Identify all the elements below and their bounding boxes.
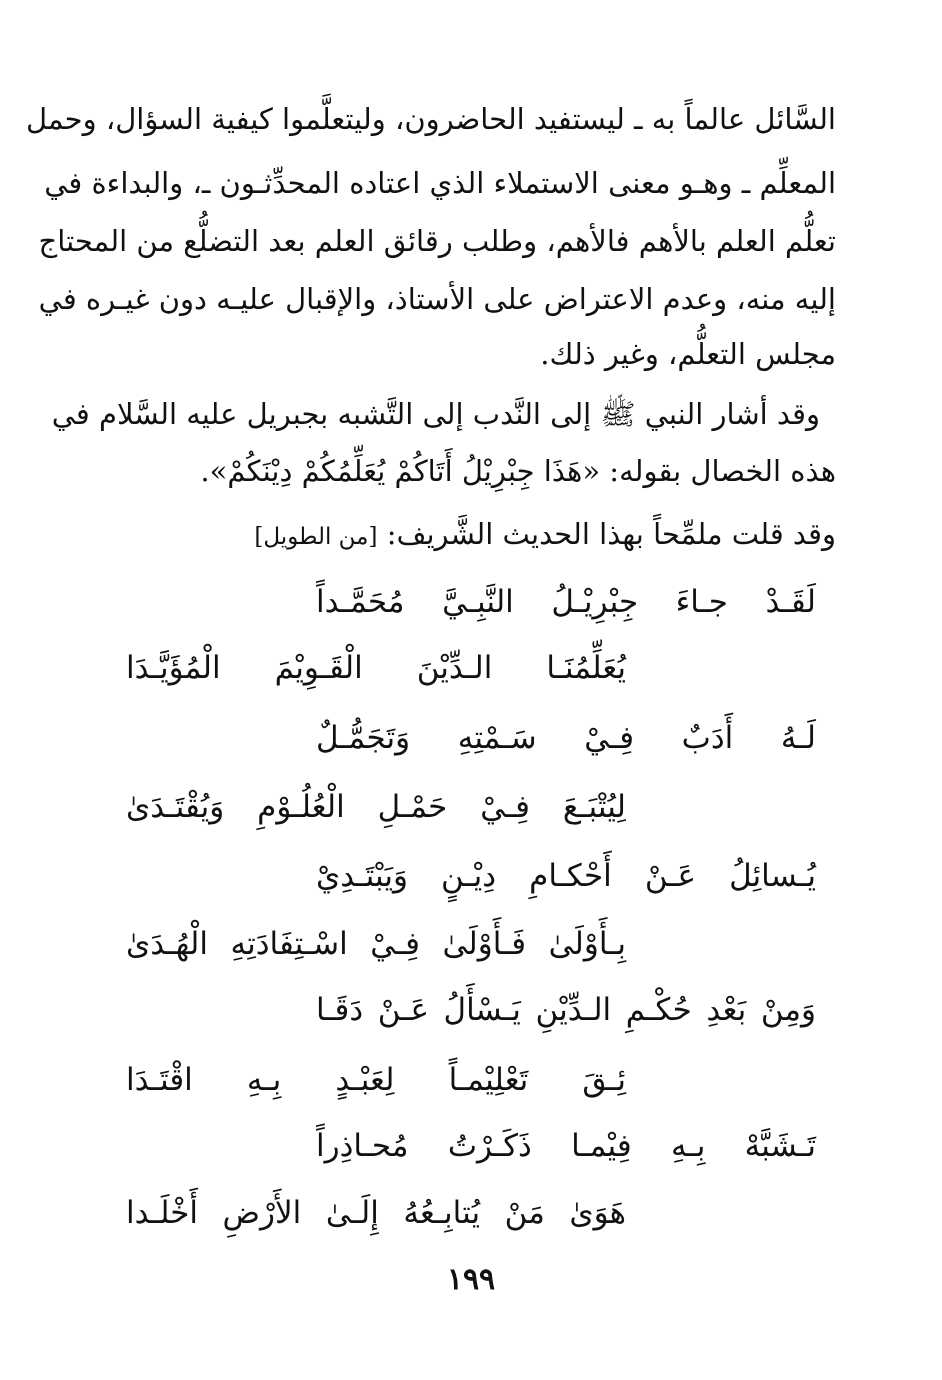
verse-hemistich: يُـسائِلُ عَـنْ أَحْكـامِ دِيْـنٍ وَيَبْتَـدِيْ (316, 858, 816, 894)
verse-hemistich: لَـهُ أَدَبٌ فِـيْ سَـمْتِهِ وَتَجَمُّـلٌ (316, 720, 816, 756)
verse-hemistich: تَـشَبَّهْ بِـهِ فِيْمـا ذَكَـرْتُ مُحـاذِراً (316, 1128, 816, 1164)
paragraph-line: إليه منه، وعدم الاعتراض على الأستاذ، والإقبال عليـه دون غيـره في (38, 282, 836, 316)
verse-hemistich: لَقَـدْ جـاءَ جِبْرِيْـلُ النَّبِـيَّ مُحَمَّـداً (316, 584, 816, 620)
meter-label: [من الطويل] (254, 524, 378, 550)
verse-hemistich: وَمِنْ بَعْدِ حُكْـمِ الـدِّيْنِ يَـسْأَلُ عَـنْ دَقَـا (316, 992, 816, 1028)
verse-hemistich: ئِـقَ تَعْلِيْمـاً لِعَبْـدٍ بِـهِ اقْتَـدَا (126, 1062, 626, 1098)
verse-hemistich: يُعَلِّمُنَـا الـدِّيْنَ الْقَـوِيْمَ الْمُؤَيَّـدَا (126, 650, 626, 686)
page-number: ١٩٩ (446, 1262, 496, 1297)
poem-intro-text: وقد قلت ملمِّحاً بهذا الحديث الشَّريف: (386, 517, 836, 551)
paragraph-line: تعلُّم العلم بالأهم فالأهم، وطلب رقائق العلم بعد التضلُّع من المحتاج (38, 224, 836, 258)
paragraph-line: هذه الخصال بقوله: «هَذَا جِبْرِيْلُ أَتَاكُمْ يُعَلِّمُكُمْ دِيْنَكُمْ». (200, 454, 836, 488)
poem-intro (156, 507, 836, 561)
paragraph-line: المعلِّم ـ وهـو معنى الاستملاء الذي اعتاده المحدِّثـون ـ، والبداءة في (44, 166, 836, 200)
verse-hemistich: هَوَىٰ مَنْ يُتابِـعُهُ إِلَـىٰ الأَرْضِ أَخْلَـدا (126, 1195, 626, 1231)
paragraph-line: مجلس التعلُّم، وغير ذلك. (540, 337, 836, 371)
verse-hemistich: لِيُتْبَـعَ فِـيْ حَمْـلِ الْعُلُـوْمِ وَيُقْتَـدَىٰ (126, 789, 626, 825)
paragraph-line: السَّائل عالماً به ـ ليستفيد الحاضرون، وليتعلَّموا كيفية السؤال، وحمل (25, 102, 836, 136)
paragraph-line: وقد أشار النبي ﷺ إلى النَّدب إلى التَّشبه بجبريل عليه السَّلام في (51, 397, 820, 431)
verse-hemistich: بِـأَوْلَىٰ فَـأَوْلَىٰ فِـيْ اسْـتِفَادَتِهِ الْهُـدَىٰ (126, 926, 626, 962)
